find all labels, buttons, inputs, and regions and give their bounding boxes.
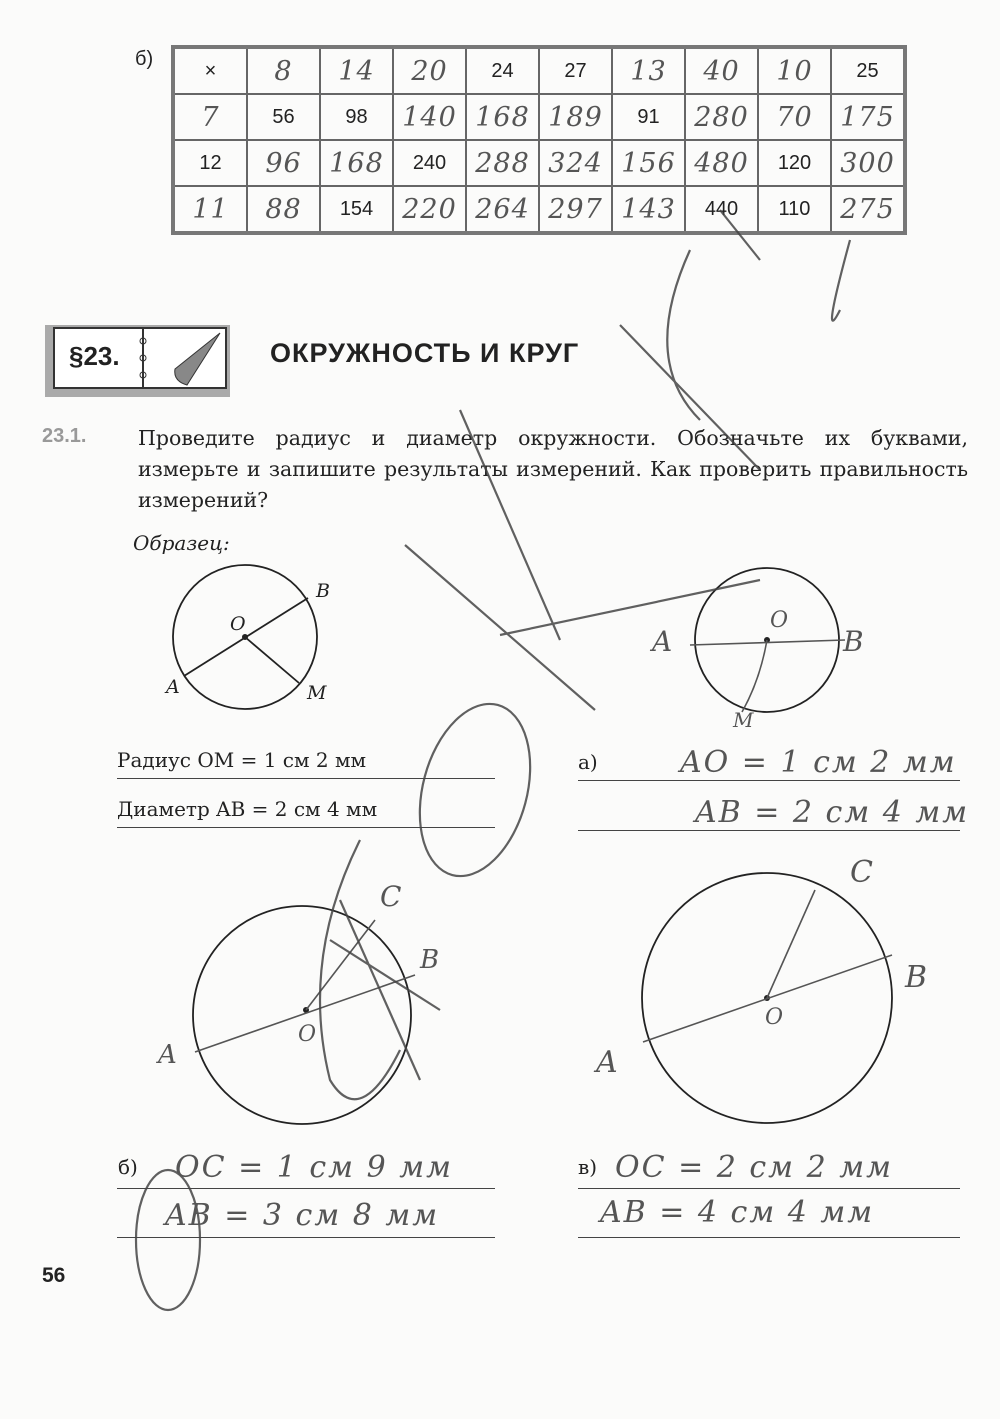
table-cell: 189 — [539, 94, 612, 140]
answer-b-label: б) — [118, 1155, 138, 1179]
a-point-b: B — [843, 625, 866, 658]
table-cell: 175 — [831, 94, 905, 140]
task-text: Проведите радиус и диаметр окружности. Обозначьте их буквами, измерьте и запишите результаты измерений. Как проверить правильность измерений? — [138, 426, 968, 512]
answer-v-text1: OC = 2 см 2 мм — [615, 1150, 893, 1185]
b-point-b: B — [420, 945, 442, 975]
answer-v-label: в) — [578, 1155, 598, 1179]
table-cell: 240 — [393, 140, 466, 186]
page-number: 56 — [42, 1264, 66, 1287]
table-cell: 324 — [539, 140, 612, 186]
sample-diameter-line — [117, 797, 495, 828]
b-point-o: O — [298, 1022, 319, 1047]
a-point-a: A — [652, 625, 675, 658]
sample-radius-line — [117, 748, 495, 779]
v-point-b: B — [905, 960, 930, 995]
answer-a-text2: AB = 2 см 4 мм — [695, 795, 970, 830]
point-b-label: B — [316, 580, 330, 602]
table-cell: 156 — [612, 140, 685, 186]
section-title: ОКРУЖНОСТЬ И КРУГ — [270, 338, 580, 368]
table-cell: 154 — [320, 186, 393, 233]
table-cell: 288 — [466, 140, 539, 186]
point-m-label: M — [307, 682, 327, 704]
point-a-label: A — [166, 676, 180, 698]
task-number: 23.1. — [42, 425, 87, 447]
table-cell: 143 — [612, 186, 685, 233]
table-cell: 14 — [320, 47, 393, 94]
table-cell: 11 — [173, 186, 247, 233]
table-cell: 24 — [466, 47, 539, 94]
v-point-c: C — [850, 855, 875, 890]
table-cell: 275 — [831, 186, 905, 233]
table-cell: 7 — [173, 94, 247, 140]
table-cell: 120 — [758, 140, 831, 186]
section-number: §23. — [69, 341, 120, 371]
table-cell: 168 — [320, 140, 393, 186]
table-cell: 8 — [247, 47, 320, 94]
table-cell: 96 — [247, 140, 320, 186]
v-point-a: A — [596, 1045, 620, 1080]
answer-a-label: а) — [578, 750, 598, 774]
table-cell: 25 — [831, 47, 905, 94]
answer-b-text2: AB = 3 см 8 мм — [165, 1198, 440, 1233]
b-point-a: A — [158, 1040, 179, 1070]
table-cell: 280 — [685, 94, 758, 140]
table-cell: 88 — [247, 186, 320, 233]
table-cell: 220 — [393, 186, 466, 233]
table-cell: 70 — [758, 94, 831, 140]
table-cell: 297 — [539, 186, 612, 233]
table-cell: 40 — [685, 47, 758, 94]
table-cell: 480 — [685, 140, 758, 186]
sample-radius: Радиус OM = 1 см 2 мм — [117, 748, 367, 772]
v-point-o: O — [765, 1005, 786, 1030]
point-o-label: O — [230, 613, 246, 635]
answer-v-text2: AB = 4 см 4 мм — [600, 1195, 875, 1230]
table-cell: 264 — [466, 186, 539, 233]
table-cell: 13 — [612, 47, 685, 94]
sample-diameter: Диаметр AB = 2 см 4 мм — [117, 797, 378, 821]
answer-a-text1: AO = 1 см 2 мм — [680, 745, 957, 780]
multiply-sign: × — [173, 47, 247, 94]
table-cell: 140 — [393, 94, 466, 140]
table-cell: 98 — [320, 94, 393, 140]
table-cell: 440 — [685, 186, 758, 233]
table-cell: 168 — [466, 94, 539, 140]
table-cell: 10 — [758, 47, 831, 94]
sample-label: Образец: — [133, 531, 230, 555]
table-cell: 20 — [393, 47, 466, 94]
table-cell: 12 — [173, 140, 247, 186]
table-cell: 27 — [539, 47, 612, 94]
table-cell: 91 — [612, 94, 685, 140]
table-cell: 110 — [758, 186, 831, 233]
table-label: б) — [135, 48, 154, 70]
a-point-o: O — [770, 608, 791, 633]
answer-b-text1: OC = 1 см 9 мм — [175, 1150, 453, 1185]
b-point-c: C — [380, 880, 404, 913]
a-point-m: M — [733, 708, 756, 732]
table-cell: 56 — [247, 94, 320, 140]
table-cell: 300 — [831, 140, 905, 186]
